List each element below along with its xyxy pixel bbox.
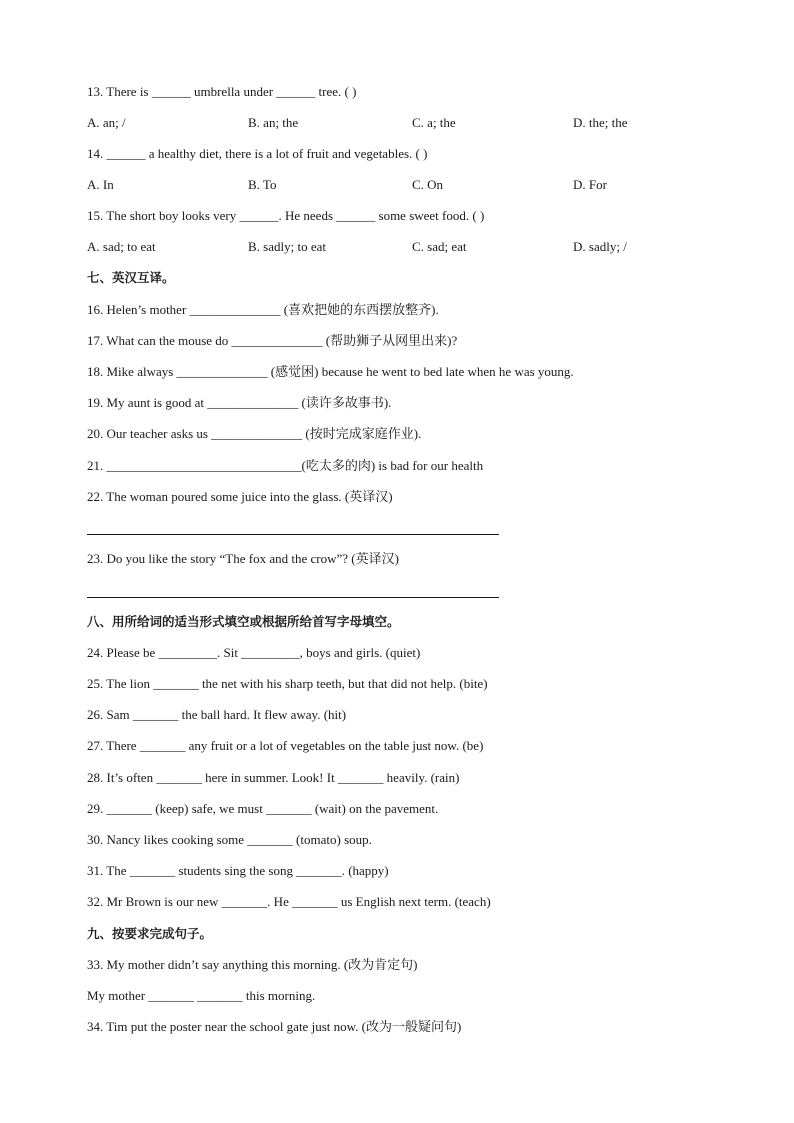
question-34: 34. Tim put the poster near the school gate just now. (改为一般疑问句) xyxy=(87,1019,462,1034)
question-33: 33. My mother didn’t say anything this morning. (改为肯定句) xyxy=(87,957,418,972)
question-27: 27. There _______ any fruit or a lot of vegetables on the table just now. (be) xyxy=(87,738,484,753)
question-15: 15. The short boy looks very ______. He needs ______ some sweet food. ( ) xyxy=(87,208,485,223)
q14-option-d: D. For xyxy=(573,177,607,192)
q13-option-b: B. an; the xyxy=(248,115,299,130)
q15-option-d: D. sadly; / xyxy=(573,239,627,254)
question-30: 30. Nancy likes cooking some _______ (tomato) soup. xyxy=(87,832,372,847)
answer-line-22 xyxy=(87,534,499,535)
question-26: 26. Sam _______ the ball hard. It flew away. (hit) xyxy=(87,707,347,722)
section-7-heading: 七、英汉互译。 xyxy=(87,270,175,285)
q15-option-a: A. sad; to eat xyxy=(87,239,156,254)
q15-option-b: B. sadly; to eat xyxy=(248,239,326,254)
question-22: 22. The woman poured some juice into the glass. (英译汉) xyxy=(87,489,393,504)
q14-option-a: A. In xyxy=(87,177,114,192)
question-23: 23. Do you like the story “The fox and the crow”? (英译汉) xyxy=(87,551,399,566)
q15-option-c: C. sad; eat xyxy=(412,239,467,254)
question-28: 28. It’s often _______ here in summer. Look! It _______ heavily. (rain) xyxy=(87,770,460,785)
question-13: 13. There is ______ umbrella under ______ tree. ( ) xyxy=(87,84,357,99)
question-14: 14. ______ a healthy diet, there is a lot of fruit and vegetables. ( ) xyxy=(87,146,428,161)
question-18: 18. Mike always ______________ (感觉困) because he went to bed late when he was young. xyxy=(87,364,574,379)
q13-option-a: A. an; / xyxy=(87,115,126,130)
q14-option-c: C. On xyxy=(412,177,444,192)
question-31: 31. The _______ students sing the song _______. (happy) xyxy=(87,863,389,878)
q13-option-c: C. a; the xyxy=(412,115,456,130)
q13-option-d: D. the; the xyxy=(573,115,628,130)
question-25: 25. The lion _______ the net with his sharp teeth, but that did not help. (bite) xyxy=(87,676,488,691)
section-9-heading: 九、按要求完成句子。 xyxy=(87,926,213,941)
question-19: 19. My aunt is good at ______________ (读许多故事书). xyxy=(87,395,392,410)
question-29: 29. _______ (keep) safe, we must _______ (wait) on the pavement. xyxy=(87,801,439,816)
question-17: 17. What can the mouse do ______________ (帮助狮子从网里出来)? xyxy=(87,333,458,348)
question-21: 21. ______________________________(吃太多的肉) is bad for our health xyxy=(87,458,484,473)
question-32: 32. Mr Brown is our new _______. He _______ us English next term. (teach) xyxy=(87,894,491,909)
q14-option-b: B. To xyxy=(248,177,277,192)
answer-line-23 xyxy=(87,597,499,598)
question-20: 20. Our teacher asks us ______________ (按时完成家庭作业). xyxy=(87,426,422,441)
question-24: 24. Please be _________. Sit _________, boys and girls. (quiet) xyxy=(87,645,421,660)
section-8-heading: 八、用所给词的适当形式填空或根据所给首写字母填空。 xyxy=(87,614,400,629)
question-16: 16. Helen’s mother ______________ (喜欢把她的东西摆放整齐). xyxy=(87,302,439,317)
question-33-answer: My mother _______ _______ this morning. xyxy=(87,988,316,1003)
